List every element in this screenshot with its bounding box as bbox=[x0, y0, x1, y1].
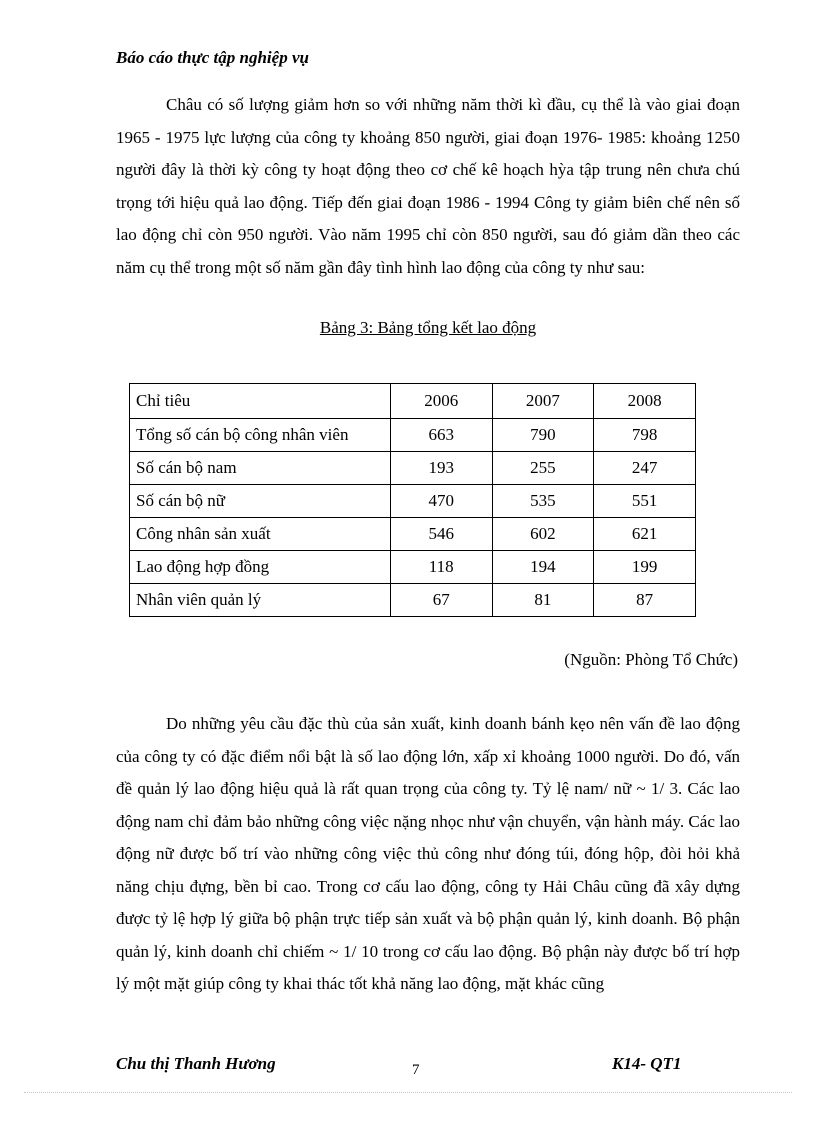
page-number: 7 bbox=[412, 1062, 420, 1078]
footer-author: Chu thị Thanh Hương bbox=[116, 1054, 276, 1073]
table-cell: Số cán bộ nữ bbox=[130, 485, 391, 518]
table-cell: 535 bbox=[492, 485, 594, 518]
table-cell: 790 bbox=[492, 419, 594, 452]
labor-summary-table bbox=[129, 383, 696, 617]
table-cell: 81 bbox=[492, 584, 594, 617]
page-bottom-divider bbox=[24, 1092, 792, 1093]
table-cell: 255 bbox=[492, 452, 594, 485]
table-row bbox=[130, 419, 696, 452]
table-cell: 663 bbox=[390, 419, 492, 452]
table-source-note: (Nguồn: Phòng Tổ Chức) bbox=[564, 650, 738, 669]
table-cell: 67 bbox=[390, 584, 492, 617]
table-header-row bbox=[130, 384, 696, 419]
table-cell: 199 bbox=[594, 551, 696, 584]
table-cell: 87 bbox=[594, 584, 696, 617]
table-cell: Tổng số cán bộ công nhân viên bbox=[130, 419, 391, 452]
table-cell: 546 bbox=[390, 518, 492, 551]
table-cell: 621 bbox=[594, 518, 696, 551]
footer-class: K14- QT1 bbox=[612, 1054, 682, 1073]
table-header-cell: Chỉ tiêu bbox=[130, 384, 391, 419]
paragraph-1 bbox=[116, 89, 740, 284]
table-header-cell: 2007 bbox=[492, 384, 594, 419]
table-cell: 118 bbox=[390, 551, 492, 584]
table-cell: 193 bbox=[390, 452, 492, 485]
table-cell: Số cán bộ nam bbox=[130, 452, 391, 485]
table-cell: Công nhân sản xuất bbox=[130, 518, 391, 551]
table-cell: 194 bbox=[492, 551, 594, 584]
table-cell: 470 bbox=[390, 485, 492, 518]
table-cell: Lao động hợp đồng bbox=[130, 551, 391, 584]
page-header-title: Báo cáo thực tập nghiệp vụ bbox=[116, 48, 309, 67]
table-row bbox=[130, 518, 696, 551]
table-row bbox=[130, 551, 696, 584]
table-row bbox=[130, 452, 696, 485]
table-caption: Bảng 3: Bảng tổng kết lao động bbox=[319, 318, 537, 337]
table-cell: 602 bbox=[492, 518, 594, 551]
table-cell: 247 bbox=[594, 452, 696, 485]
table-cell: 551 bbox=[594, 485, 696, 518]
table-cell: Nhân viên quản lý bbox=[130, 584, 391, 617]
table-row bbox=[130, 584, 696, 617]
table-cell: 798 bbox=[594, 419, 696, 452]
table-row bbox=[130, 485, 696, 518]
paragraph-1-text: Châu có số lượng giảm hơn so với những năm thời kì đầu, cụ thể là vào giai đoạn 1965 - 1975 lực lượng của công ty khoảng 850 người, giai đoạn 1976- 1985: khoảng 1250 người đây là thời kỳ công ty hoạt động theo cơ chế kê hoạch hỳa tập trung nên chưa chú trọng tới hiệu quả lao động. Tiếp đến giai đoạn 1986 - 1994 Công ty giảm biên chế nên số lao động chỉ còn 950 người. Vào năm 1995 chỉ còn 850 người, sau đó giảm dần theo các năm cụ thể trong một số năm gần đây tình hình lao động của công ty như sau: bbox=[116, 95, 740, 277]
table-header-cell: 2008 bbox=[594, 384, 696, 419]
table-header-cell: 2006 bbox=[390, 384, 492, 419]
paragraph-2 bbox=[116, 708, 740, 1001]
paragraph-2-text: Do những yêu cầu đặc thù của sản xuất, kinh doanh bánh kẹo nên vấn đề lao động của công ty có đặc điểm nổi bật là số lao động lớn, xấp xỉ khoảng 1000 người. Do đó, vấn đề quản lý lao động hiệu quả là rất quan trọng của công ty. Tỷ lệ nam/ nữ ~ 1/ 3. Các lao động nam chỉ đảm bảo những công việc nặng nhọc như vận chuyển, vận hành máy. Các lao động nữ được bố trí vào những công việc thủ công như đóng túi, đóng hộp, đòi hỏi khả năng chịu đựng, bền bỉ cao. Trong cơ cấu lao động, công ty Hải Châu cũng đã xây dựng được tỷ lệ hợp lý giữa bộ phận trực tiếp sản xuất và bộ phận quản lý, kinh doanh. Bộ phận quản lý, kinh doanh chỉ chiếm ~ 1/ 10 trong cơ cấu lao động. Bộ phận này được bố trí hợp lý một mặt giúp công ty khai thác tốt khả năng lao động, mặt khác cũng bbox=[116, 714, 740, 993]
